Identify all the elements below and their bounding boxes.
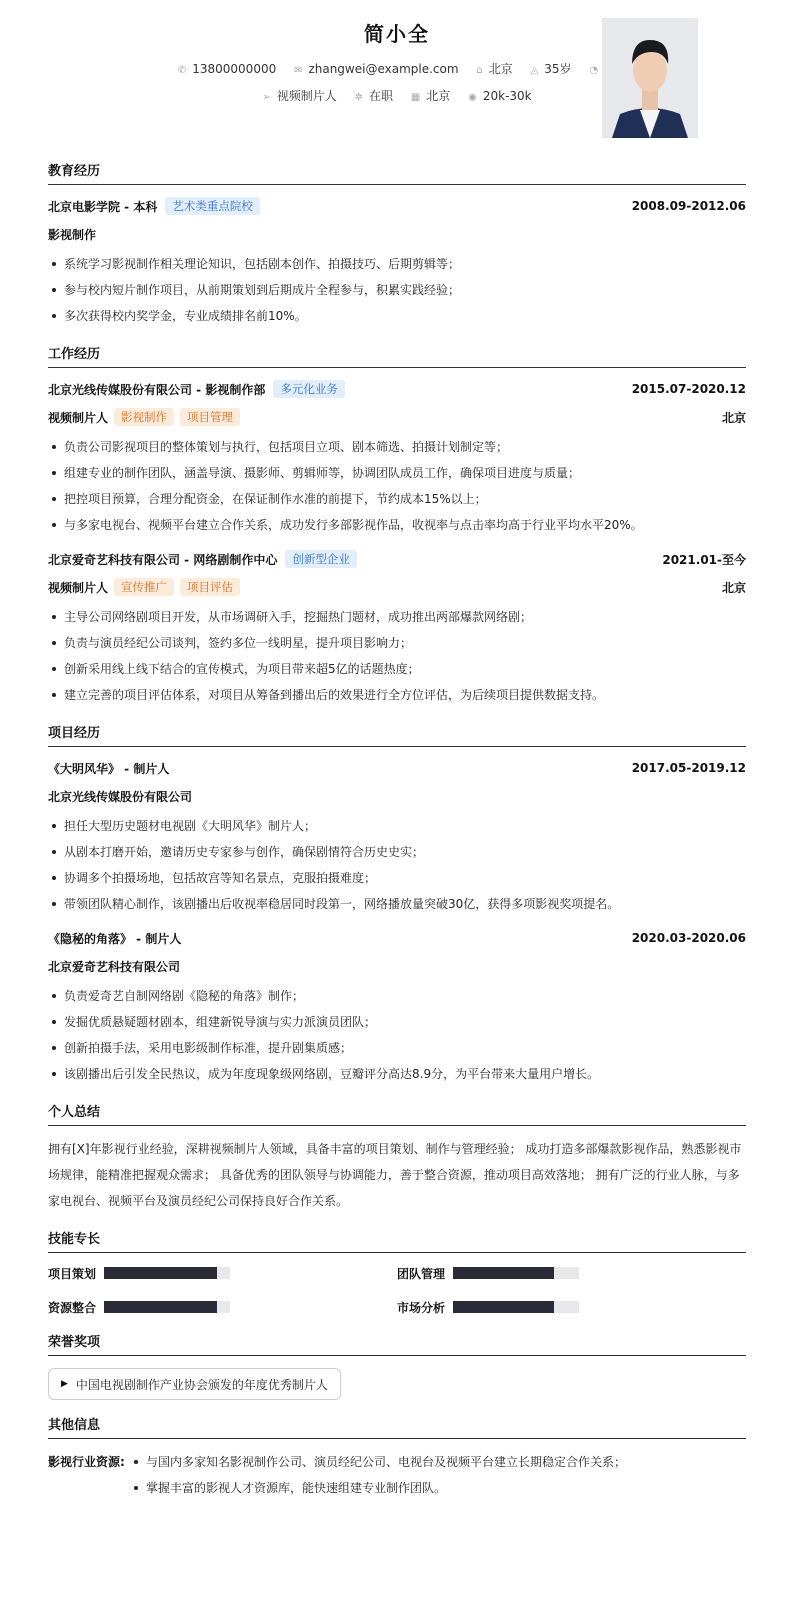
- list-item: 从剧本打磨开始，邀请历史专家参与创作，确保剧情符合历史史实；: [48, 839, 746, 865]
- summary-text: [48, 1136, 746, 1214]
- section-title: 个人总结: [48, 1101, 746, 1126]
- summary-line: 家电视台、视频平台及演员经纪公司保持良好合作关系。: [48, 1194, 349, 1208]
- other-label: 影视行业资源:: [48, 1455, 125, 1469]
- section-title: 荣誉奖项: [48, 1331, 746, 1356]
- job-location: 北京: [721, 410, 746, 425]
- job-bullets: [48, 604, 746, 708]
- section-title: 工作经历: [48, 343, 746, 368]
- play-triangle-icon: ▶: [61, 1379, 68, 1389]
- skill-bar-fill: [453, 1267, 554, 1279]
- mail-icon: ✉: [294, 65, 303, 76]
- role-tag: 项目评估: [180, 578, 240, 596]
- projects-section: [48, 722, 746, 1087]
- list-item: 组建专业的制作团队，涵盖导演、摄影师、剪辑师等，协调团队成员工作，确保项目进度与质量；: [48, 460, 746, 486]
- list-item: 担任大型历史题材电视剧《大明风华》制片人；: [48, 813, 746, 839]
- salary-item: [468, 89, 532, 103]
- list-item: 与国内多家知名影视制作公司、演员经纪公司、电视台及视频平台建立长期稳定合作关系；: [130, 1449, 626, 1475]
- list-item: 多次获得校内奖学金，专业成绩排名前10%。: [48, 303, 746, 329]
- project-company-row: [48, 955, 746, 977]
- education-entry: [48, 195, 746, 329]
- section-title: 教育经历: [48, 160, 746, 185]
- list-item: 创新拍摄手法，采用电影级制作标准，提升剧集质感；: [48, 1035, 746, 1061]
- position-text: 视频制片人: [276, 89, 337, 103]
- skill-label: 资源整合: [48, 1300, 97, 1315]
- project-company-row: [48, 785, 746, 807]
- list-item: 该剧播出后引发全民热议，成为年度现象级网络剧，豆瓣评分高达8.9分，为平台带来大量用户增长。: [48, 1061, 746, 1087]
- skill-bar: [453, 1301, 579, 1313]
- major-name: 影视制作: [48, 227, 97, 242]
- list-item: 负责公司影视项目的整体策划与执行，包括项目立项、剧本筛选、拍摄计划制定等；: [48, 434, 746, 460]
- skill-bar-fill: [104, 1301, 217, 1313]
- school-tag: 艺术类重点院校: [165, 197, 260, 215]
- skill-bar-fill: [453, 1301, 554, 1313]
- target-city-text: 北京: [426, 89, 451, 103]
- city-item: [476, 60, 512, 77]
- skill-bar: [104, 1301, 230, 1313]
- skill-label: 项目策划: [48, 1266, 97, 1281]
- role-name: 视频制片人: [48, 410, 109, 425]
- job-date: 2021.01-至今: [662, 552, 746, 567]
- home-icon: ⌂: [476, 65, 483, 76]
- job-entry: [48, 378, 746, 538]
- list-item: 系统学习影视制作相关理论知识，包括剧本创作、拍摄技巧、后期剪辑等；: [48, 251, 746, 277]
- job-location: 北京: [721, 580, 746, 595]
- coin-icon: ◉: [468, 92, 477, 103]
- role-tag: 项目管理: [180, 408, 240, 426]
- skill-item: [48, 1263, 397, 1283]
- entry-head: [48, 927, 746, 949]
- section-title: 项目经历: [48, 722, 746, 747]
- entry-head: [48, 195, 746, 217]
- project-date: 2017.05-2019.12: [631, 761, 746, 775]
- gender-icon: ◔: [589, 65, 599, 76]
- honor-item[interactable]: [48, 1368, 341, 1400]
- skill-label: 团队管理: [397, 1266, 446, 1281]
- role-tag: 宣传推广: [114, 578, 174, 596]
- position-item: [262, 87, 336, 104]
- phone-item: [178, 62, 276, 76]
- education-section: [48, 160, 746, 329]
- school-name: 北京电影学院 - 本科: [48, 199, 158, 214]
- summary-line: 拥有[X]年影视行业经验，深耕视频制片人领域，具备丰富的项目策划、制作与管理经验； 成功打造多部爆款影视作品，熟悉影视市: [48, 1142, 742, 1156]
- list-item: 与多家电视台、视频平台建立合作关系，成功发行多部影视作品，收视率与点击率均高于行业平均水平20%。: [48, 512, 746, 538]
- skill-item: [397, 1297, 746, 1317]
- summary-line: 场规律，能精准把握观众需求； 具备优秀的团队领导与协调能力，善于整合资源，推动项目高效落地； 拥有广泛的行业人脉，与多: [48, 1168, 740, 1182]
- skills-grid: [48, 1263, 746, 1317]
- status-item: [355, 87, 393, 104]
- skill-bar: [453, 1267, 579, 1279]
- skill-item: [48, 1297, 397, 1317]
- list-item: 把控项目预算，合理分配资金，在保证制作水准的前提下，节约成本15%以上；: [48, 486, 746, 512]
- role-tag: 影视制作: [114, 408, 174, 426]
- other-info: [48, 1449, 746, 1501]
- entry-head: [48, 378, 746, 400]
- company-tag: 多元化业务: [273, 380, 345, 398]
- project-bullets: [48, 813, 746, 917]
- project-entry: [48, 927, 746, 1087]
- list-item: 创新采用线上线下结合的宣传模式，为项目带来超5亿的话题热度；: [48, 656, 746, 682]
- age-text: 35岁: [544, 62, 572, 76]
- email-text: zhangwei@example.com: [308, 62, 459, 76]
- job-entry: [48, 548, 746, 708]
- cake-icon: ◬: [530, 65, 539, 76]
- list-item: 负责爱奇艺自制网络剧《隐秘的角落》制作；: [48, 983, 746, 1009]
- city-text: 北京: [488, 62, 513, 76]
- skill-item: [397, 1263, 746, 1283]
- other-bullets: [130, 1449, 626, 1501]
- building-icon: ▦: [410, 92, 421, 103]
- status-icon: ✲: [354, 92, 363, 103]
- company-tag: 创新型企业: [285, 550, 357, 568]
- role-row: [48, 576, 746, 598]
- other-section: [48, 1414, 746, 1501]
- project-name: 《大明风华》 - 制片人: [48, 761, 170, 776]
- list-item: 发掘优质悬疑题材剧本，组建新锐导演与实力派演员团队；: [48, 1009, 746, 1035]
- role-row: [48, 406, 746, 428]
- skill-bar: [104, 1267, 230, 1279]
- project-entry: [48, 757, 746, 917]
- company-name: 北京光线传媒股份有限公司 - 影视制作部: [48, 382, 266, 397]
- project-company: 北京光线传媒股份有限公司: [48, 789, 193, 804]
- section-title: 其他信息: [48, 1414, 746, 1439]
- salary-text: 20k-30k: [482, 89, 532, 103]
- skills-section: [48, 1228, 746, 1317]
- education-bullets: [48, 251, 746, 329]
- email-item: [294, 62, 459, 76]
- honors-section: [48, 1331, 746, 1400]
- list-item: 掌握丰富的影视人才资源库，能快速组建专业制作团队。: [130, 1475, 626, 1501]
- role-name: 视频制片人: [48, 580, 109, 595]
- job-date: 2015.07-2020.12: [631, 382, 746, 396]
- list-item: 参与校内短片制作项目，从前期策划到后期成片全程参与，积累实践经验；: [48, 277, 746, 303]
- send-icon: ➢: [262, 92, 271, 103]
- target-city-item: [411, 87, 450, 104]
- work-section: [48, 343, 746, 708]
- list-item: 协调多个拍摄场地，包括故宫等知名景点，克服拍摄难度；: [48, 865, 746, 891]
- resume-header: [48, 0, 746, 150]
- company-name: 北京爱奇艺科技有限公司 - 网络剧制作中心: [48, 552, 278, 567]
- candidate-name: 简小全: [364, 22, 430, 46]
- avatar: [602, 18, 698, 138]
- project-bullets: [48, 983, 746, 1087]
- phone-icon: ✆: [177, 65, 187, 76]
- education-date: 2008.09-2012.06: [631, 199, 746, 213]
- list-item: 负责与演员经纪公司谈判，签约多位一线明星，提升项目影响力；: [48, 630, 746, 656]
- age-item: [531, 60, 572, 77]
- status-text: 在职: [368, 89, 393, 103]
- skill-label: 市场分析: [397, 1300, 446, 1315]
- project-name: 《隐秘的角落》 - 制片人: [48, 931, 182, 946]
- phone-text: 13800000000: [192, 62, 277, 76]
- project-date: 2020.03-2020.06: [631, 931, 746, 945]
- section-title: 技能专长: [48, 1228, 746, 1253]
- job-bullets: [48, 434, 746, 538]
- list-item: 主导公司网络剧项目开发，从市场调研入手，挖掘热门题材，成功推出两部爆款网络剧；: [48, 604, 746, 630]
- list-item: 建立完善的项目评估体系，对项目从筹备到播出后的效果进行全方位评估，为后续项目提供数据支持。: [48, 682, 746, 708]
- project-company: 北京爱奇艺科技有限公司: [48, 959, 181, 974]
- major-row: [48, 223, 746, 245]
- skill-bar-fill: [104, 1267, 217, 1279]
- list-item: 带领团队精心制作，该剧播出后收视率稳居同时段第一，网络播放量突破30亿，获得多项影视奖项提名。: [48, 891, 746, 917]
- entry-head: [48, 757, 746, 779]
- honor-text: 中国电视剧制作产业协会颁发的年度优秀制片人: [75, 1377, 328, 1392]
- entry-head: [48, 548, 746, 570]
- avatar-portrait: [602, 18, 698, 138]
- summary-section: [48, 1101, 746, 1214]
